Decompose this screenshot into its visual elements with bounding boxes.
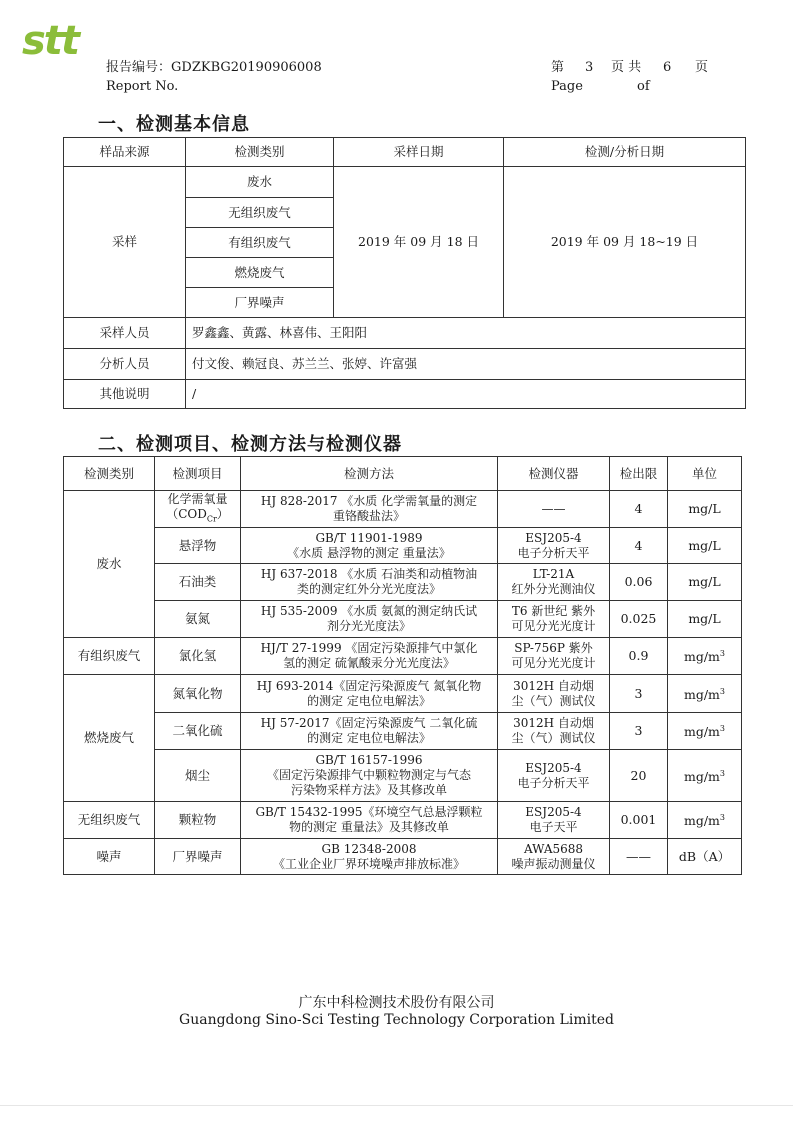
method-cell: HJ 828-2017 《水质 化学需氧量的测定 重铬酸盐法》: [241, 491, 498, 528]
method-cell: HJ 57-2017《固定污染源废气 二氧化硫 的测定 定电位电解法》: [241, 713, 498, 750]
analysis-date: 2019 年 09 月 18~19 日: [504, 167, 746, 318]
section2-title: 二、检测项目、检测方法与检测仪器: [98, 434, 402, 455]
category-cell: 噪声: [64, 839, 155, 875]
header-limit: 检出限: [610, 457, 668, 491]
item-cell: 厂界噪声: [155, 839, 241, 875]
sample-source: 采样: [64, 167, 186, 318]
limit-cell: 4: [610, 528, 668, 564]
sampler-value: 罗鑫鑫、黄露、林喜伟、王阳阳: [186, 318, 746, 349]
analyst-label: 分析人员: [64, 349, 186, 380]
table-row: [64, 638, 742, 675]
table-row: [64, 491, 742, 528]
page-total: 6: [663, 60, 672, 75]
header-analysis-date: 检测/分析日期: [504, 138, 746, 167]
method-table: [63, 456, 742, 875]
report-no-value: GDZKBG20190906008: [171, 60, 322, 75]
unit-cell: $mg/m^3$: [668, 713, 742, 750]
method-cell: GB/T 11901-1989 《水质 悬浮物的测定 重量法》: [241, 528, 498, 564]
page-label-3: 页: [695, 60, 709, 75]
category-cell: 废水: [64, 491, 155, 638]
item-cell: 化学需氧量 $(COD_{Cr})$: [155, 491, 241, 528]
category-cell: 有组织废气: [186, 228, 334, 258]
notes-value: /: [186, 380, 746, 409]
item-cell: 氯化氢: [155, 638, 241, 675]
instrument-cell: ESJ205-4 电子分析天平: [498, 750, 610, 802]
limit-cell: ——: [610, 839, 668, 875]
page-number: 3: [585, 60, 594, 75]
unit-cell: $mg/m^3$: [668, 638, 742, 675]
instrument-cell: ESJ205-4 电子天平: [498, 802, 610, 839]
page-edge-divider: [0, 1105, 793, 1106]
header-test-category: 检测类别: [186, 138, 334, 167]
unit-cell: mg/L: [668, 528, 742, 564]
limit-cell: 20: [610, 750, 668, 802]
category-cell: 厂界噪声: [186, 288, 334, 318]
report-no-label-en: Report No.: [106, 79, 179, 94]
table-row: [64, 564, 742, 601]
sampler-label: 采样人员: [64, 318, 186, 349]
header-item: 检测项目: [155, 457, 241, 491]
header-category: 检测类别: [64, 457, 155, 491]
header-unit: 单位: [668, 457, 742, 491]
report-no-label: 报告编号：: [106, 60, 172, 75]
item-cell: 烟尘: [155, 750, 241, 802]
unit-cell: $mg/m^3$: [668, 750, 742, 802]
category-cell: 无组织废气: [64, 802, 155, 839]
item-cell: 悬浮物: [155, 528, 241, 564]
instrument-cell: 3012H 自动烟 尘（气）测试仪: [498, 675, 610, 713]
limit-cell: 3: [610, 675, 668, 713]
method-cell: HJ 535-2009 《水质 氨氮的测定纳氏试 剂分光光度法》: [241, 601, 498, 638]
item-cell: 石油类: [155, 564, 241, 601]
method-cell: HJ 693-2014《固定污染源废气 氮氧化物 的测定 定电位电解法》: [241, 675, 498, 713]
company-logo: stt: [22, 18, 79, 64]
item-cell: 氨氮: [155, 601, 241, 638]
instrument-cell: AWA5688 噪声振动测量仪: [498, 839, 610, 875]
category-cell: 废水: [186, 167, 334, 198]
table-row: [64, 802, 742, 839]
unit-cell: mg/L: [668, 564, 742, 601]
item-cell: 二氧化硫: [155, 713, 241, 750]
limit-cell: 4: [610, 491, 668, 528]
basic-info-table: [63, 137, 746, 409]
report-number-block: [106, 58, 322, 96]
method-cell: GB/T 16157-1996 《固定污染源排气中颗粒物测定与气态 污染物采样方法》及其修改单: [241, 750, 498, 802]
method-cell: GB/T 15432-1995《环境空气总悬浮颗粒 物的测定 重量法》及其修改单: [241, 802, 498, 839]
unit-cell: $mg/m^3$: [668, 675, 742, 713]
sampling-date: 2019 年 09 月 18 日: [334, 167, 504, 318]
header-instrument: 检测仪器: [498, 457, 610, 491]
table-row: [64, 750, 742, 802]
method-cell: GB 12348-2008 《工业企业厂界环境噪声排放标准》: [241, 839, 498, 875]
unit-cell: dB（A）: [668, 839, 742, 875]
limit-cell: 0.001: [610, 802, 668, 839]
header-sample-source: 样品来源: [64, 138, 186, 167]
table-row: [64, 713, 742, 750]
instrument-cell: T6 新世纪 紫外 可见分光光度计: [498, 601, 610, 638]
analyst-value: 付文俊、赖冠良、苏兰兰、张婷、许富强: [186, 349, 746, 380]
table-row: [64, 601, 742, 638]
limit-cell: 0.025: [610, 601, 668, 638]
page-label-2: 页 共: [611, 60, 642, 75]
method-cell: HJ/T 27-1999 《固定污染源排气中氯化 氢的测定 硫氰酸汞分光光度法》: [241, 638, 498, 675]
notes-label: 其他说明: [64, 380, 186, 409]
limit-cell: 0.9: [610, 638, 668, 675]
instrument-cell: ——: [498, 491, 610, 528]
instrument-cell: 3012H 自动烟 尘（气）测试仪: [498, 713, 610, 750]
table-row: [64, 839, 742, 875]
page-label-1: 第: [551, 60, 565, 75]
footer-company-en: Guangdong Sino-Sci Testing Technology Corporation Limited: [179, 1012, 614, 1028]
category-cell: 燃烧废气: [186, 258, 334, 288]
unit-cell: mg/L: [668, 601, 742, 638]
instrument-cell: LT-21A 红外分光测油仪: [498, 564, 610, 601]
category-cell: 燃烧废气: [64, 675, 155, 802]
limit-cell: 3: [610, 713, 668, 750]
table-row: [64, 675, 742, 713]
category-cell: 无组织废气: [186, 198, 334, 228]
limit-cell: 0.06: [610, 564, 668, 601]
page-number-block: [551, 58, 708, 96]
table-row: [64, 528, 742, 564]
unit-cell: mg/L: [668, 491, 742, 528]
category-cell: 有组织废气: [64, 638, 155, 675]
instrument-cell: ESJ205-4 电子分析天平: [498, 528, 610, 564]
section1-title: 一、检测基本信息: [98, 114, 250, 135]
method-cell: HJ 637-2018 《水质 石油类和动植物油 类的测定红外分光光度法》: [241, 564, 498, 601]
unit-cell: $mg/m^3$: [668, 802, 742, 839]
header-method: 检测方法: [241, 457, 498, 491]
instrument-cell: SP-756P 紫外 可见分光光度计: [498, 638, 610, 675]
item-cell: 颗粒物: [155, 802, 241, 839]
of-label-en: of: [637, 79, 650, 94]
item-cell: 氮氧化物: [155, 675, 241, 713]
footer-company-cn: 广东中科检测技术股份有限公司: [298, 995, 495, 1011]
page-label-en: Page: [551, 79, 583, 94]
header-sampling-date: 采样日期: [334, 138, 504, 167]
